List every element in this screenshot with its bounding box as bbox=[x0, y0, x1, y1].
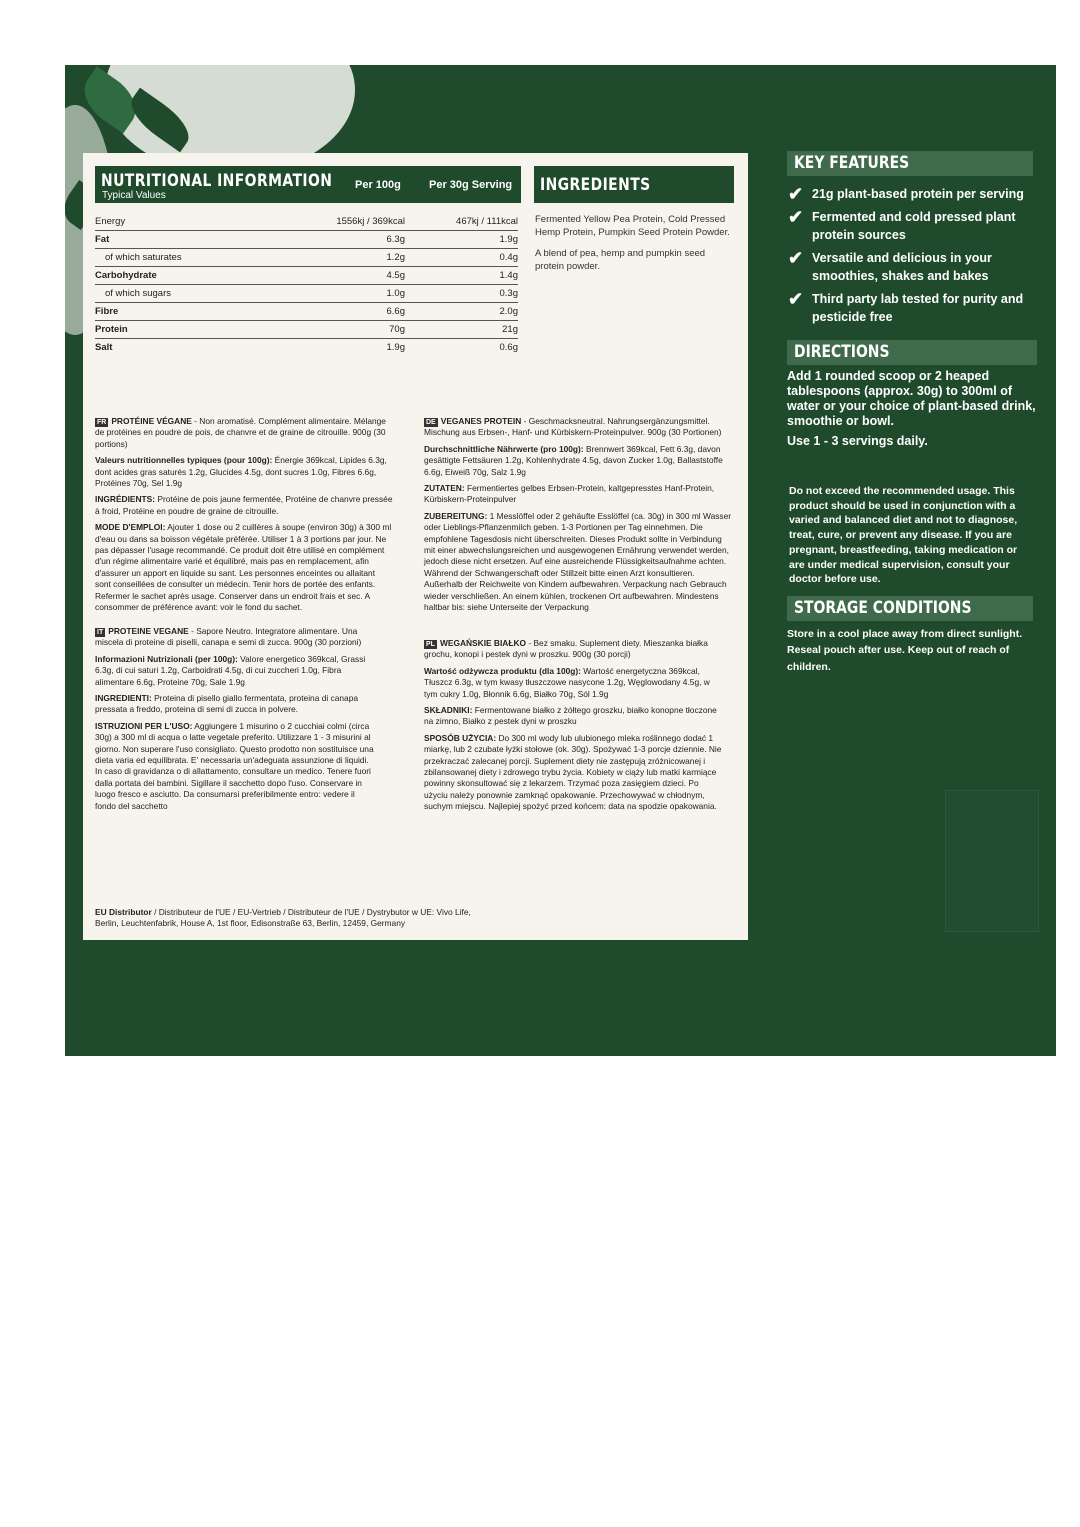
section-text: Wartość energetyczna 369kcal, Tłuszcz 6.3g, w tym kwasy tłuszczowe nasycone 1.2g, Węglowodany 4.5g, w tym cukry 1.0g, Błonnik 6.6g, Białko 70g, Sól 1.9g bbox=[424, 665, 710, 699]
nutrition-title: NUTRITIONAL INFORMATION bbox=[101, 171, 333, 191]
nutrition-header bbox=[95, 166, 521, 203]
french-section bbox=[95, 416, 393, 619]
ingredients-text bbox=[535, 213, 735, 281]
section-heading: Wartość odżywcza produktu (dla 100g): bbox=[424, 665, 581, 676]
distributor-label: EU Distributor bbox=[95, 907, 152, 917]
section-text: Brennwert 369kcal, Fett 6.3g, davon gesättigte Fettsäuren 1.2g, Kohlenhydrate 4.5g, davon Zucker 1.0g, Ballaststoffe 6.6g, Eiweiß 70g, Salz 1.9g bbox=[424, 443, 723, 477]
polish-section bbox=[424, 638, 724, 818]
col-per-serving: Per 30g Serving bbox=[429, 179, 513, 191]
storage-header bbox=[787, 596, 1033, 621]
nutrition-table bbox=[95, 213, 518, 356]
feature-text: Third party lab tested for purity and pesticide free bbox=[812, 292, 1024, 324]
row-per30: 21g bbox=[405, 321, 518, 339]
row-per30: 0.6g bbox=[499, 342, 518, 353]
info-panel bbox=[83, 153, 748, 940]
row-per100: 1.9g bbox=[386, 342, 405, 353]
section-text: - Non aromatisé. Complément alimentaire. Mélange de protéines en poudre de pois, de chanvre et de graine de citrouille. 900g (30 portions) bbox=[95, 416, 386, 449]
key-features-title: KEY FEATURES bbox=[794, 153, 910, 173]
row-per100: 1556kj / 369kcal bbox=[285, 213, 405, 231]
section-text: Valore energetico 369kcal, Grassi 6.3g, di cui saturi 1.2g, Carboidrati 4.5g, di cui zuccheri 1.0g, Fibra alimentare 6.6g, Proteine 70g, Sale 1.9g bbox=[95, 653, 366, 687]
row-per30: 0.3g bbox=[405, 285, 518, 303]
language-tag: IT bbox=[97, 629, 104, 636]
row-per30: 0.4g bbox=[405, 249, 518, 267]
section-text: Ajouter 1 dose ou 2 cuillères à soupe (environ 30g) à 300 ml d'eau ou dans sa boisson végétale préférée. Utiliser 1 à 3 portions par jour. Ne pas dépasser l'usage recommandé. Ce produit doit être utilisé en complément d'un régime alimentaire varié et équilibré, mais pas en remplacement, afin d'assurer un apport en liquide su sant. Les personnes enceintes ou allaitant sont conseillées de consulter un médecin. Tenir hors de portée des enfants. Refermer le sachet après usage. Conserver dans un endroit frais et sec. A consommer de préférence avant: voir le fond du sachet. bbox=[95, 522, 392, 613]
section-heading: VEGANES PROTEIN bbox=[440, 416, 522, 426]
section-text: - Sapore Neutro. Integratore alimentare. Una miscela di proteine di piselli, canapa e semi di zucca. 900g (30 porzioni) bbox=[95, 626, 362, 648]
section-heading: INGREDIENTI: bbox=[95, 693, 152, 704]
row-per30: 2.0g bbox=[405, 303, 518, 321]
usage-warning: Do not exceed the recommended usage. This product should be used in conjunction with a varied and balanced diet and not to diagnose, treat, cure, or prevent any disease. If you are pregnant, breastfeeding, taking medication or are under medical supervision, consult your doctor before use. bbox=[789, 485, 1018, 586]
row-per30: 1.4g bbox=[405, 267, 518, 285]
ingredients-blend: A blend of pea, hemp and pumpkin seed protein powder. bbox=[535, 248, 706, 272]
section-heading: WEGAŃSKIE BIAŁKO bbox=[439, 638, 527, 648]
section-text: Fermentowane białko z żółtego groszku, białko konopne tłoczone na zimno, Białko z pestek dyni w proszku bbox=[424, 705, 717, 727]
section-heading: SKŁADNIKI: bbox=[424, 705, 473, 716]
row-name: of which sugars bbox=[95, 285, 285, 303]
feature-text: Versatile and delicious in your smoothies, shakes and bakes bbox=[812, 251, 992, 283]
section-text: Do 300 ml wody lub ulubionego mleka roślinnego dodać 1 miarkę, lub 2 czubate łyżki stołowe (ok. 30g). Spożywać 1-3 porcje dziennie. Nie przekraczać zalecanej porcji. Suplement diety nie zastępują zróżnicowanej i zbilansowanej diety i zdrowego trybu życia. Kobiety w ciąży lub matki karmiące powinny skonsultować się z lekarzem. Trzymać poza zasięgiem dzieci. Po użyciu należy ponownie zamknąć opakowanie. Przechowywać w chłodnym, suchym miejscu. Najlepiej spożyć przed końcem: data na spodzie opakowania. bbox=[424, 732, 722, 812]
ingredients-title: INGREDIENTS bbox=[540, 175, 651, 195]
table-row bbox=[95, 303, 518, 321]
row-name: Energy bbox=[95, 213, 285, 231]
feature-item bbox=[788, 290, 1038, 326]
row-name: Salt bbox=[95, 342, 113, 353]
key-features-header bbox=[787, 151, 1033, 176]
section-heading: ZUBEREITUNG: bbox=[424, 510, 488, 521]
row-per100: 4.5g bbox=[285, 267, 405, 285]
section-text: 1 Messlöffel oder 2 gehäufte Esslöffel (ca. 30g) in 300 ml Wasser oder Lieblings-Pflanzenmilch geben. 1-3 Portionen per Tag einnehmen. Die empfohlene Tagesdosis nicht überschreiten. Dieses Produkt sollte in Verbindung mit einer abwechslungsreichen und ausgewogenen Ernährung verwendet werden, jedoch diese nicht ersetzen. Auf eine ausreichende Flüssigkeitsaufnahme achten. Während der Schwangerschaft oder Stillzeit bitte einen Arzt konsultieren. Außerhalb der Reichweite von Kindern aufbewahren. Verpackung nach Gebrauch wieder verschließen. An einem kühlen, trockenen Ort aufbewahren. Mindestens haltbar bis: siehe Unterseite der Verpackung bbox=[424, 510, 732, 613]
row-name: Carbohydrate bbox=[95, 267, 285, 285]
row-per100: 6.6g bbox=[285, 303, 405, 321]
directions-header bbox=[787, 340, 1037, 365]
col-per-100g: Per 100g bbox=[355, 179, 401, 191]
table-row bbox=[95, 339, 518, 357]
section-text: Protéine de pois jaune fermentée, Protéine de chanvre pressée à froid, Protéine en poudre de graine de citrouille. bbox=[95, 494, 393, 516]
table-row bbox=[95, 267, 518, 285]
table-row bbox=[95, 231, 518, 249]
section-heading: PROTEINE VEGANE bbox=[108, 626, 189, 636]
distributor-address: / Distributeur de l'UE / EU-Vertrieb / Distributeur de l'UE / Dystrybutor w UE: Vivo Life, Berlin, Leuchtenfabrik, House A, 1st floor, Edisonstraße 63, Berlin, 12459, Germany bbox=[95, 907, 471, 929]
ingredients-list: Fermented Yellow Pea Protein, Cold Pressed Hemp Protein, Pumpkin Seed Protein Powder. bbox=[535, 214, 730, 238]
italian-section bbox=[95, 626, 378, 817]
section-text: Énergie 369kcal, Lipides 6.3g, dont acides gras saturés 1.2g, Glucides 4.5g, dont sucres 1.0g, Fibres 6.6g, Protéines 70g, Sel 1.9g bbox=[95, 455, 387, 489]
check-icon: ✔ bbox=[788, 289, 804, 309]
faint-box-decoration bbox=[945, 790, 1039, 932]
feature-text: 21g plant-based protein per serving bbox=[812, 187, 1024, 201]
table-row bbox=[95, 285, 518, 303]
row-per100: 1.0g bbox=[285, 285, 405, 303]
check-icon: ✔ bbox=[788, 207, 804, 227]
section-heading: MODE D'EMPLOI: bbox=[95, 522, 166, 533]
row-name: Fat bbox=[95, 231, 285, 249]
language-tag: FR bbox=[97, 419, 107, 426]
feature-text: Fermented and cold pressed plant protein sources bbox=[812, 210, 1016, 242]
row-per30: 467kj / 111kcal bbox=[405, 213, 518, 231]
section-heading: Valeurs nutritionnelles typiques (pour 100g): bbox=[95, 455, 273, 466]
section-heading: SPOSÓB UŻYCIA: bbox=[424, 732, 497, 743]
row-name: Protein bbox=[95, 321, 285, 339]
row-per30: 1.9g bbox=[405, 231, 518, 249]
row-name: of which saturates bbox=[95, 249, 285, 267]
section-text: - Bez smaku. Suplement diety. Mieszanka białka grochu, konopi i pestek dyni w proszku. 900g (30 porcji) bbox=[424, 638, 708, 660]
table-row bbox=[95, 213, 518, 231]
row-per100: 6.3g bbox=[285, 231, 405, 249]
section-text: Aggiungere 1 misurino o 2 cucchiai colmi (circa 30g) a 300 ml di acqua o latte vegetale preferito. Utilizzare 1 - 3 misurini al giorno. Non superare l'uso consigliato. Questo prodotto non sostituisce una dieta varia ed equilibrata. E' necessaria un'adeguata assunzione di liquidi. In caso di gravidanza o di allattamento, consultare un medico. Tenere fuori dalla portata dei bambini. Sigillare il sacchetto dopo l'uso. Conservare in luogo fresco e asciutto. Da consumarsi preferibilmente entro: vedere il fondo del sacchetto bbox=[95, 720, 374, 811]
row-per100: 1.2g bbox=[285, 249, 405, 267]
section-heading: Durchschnittliche Nährwerte (pro 100g): bbox=[424, 443, 584, 454]
ingredients-header bbox=[534, 166, 734, 203]
table-row bbox=[95, 249, 518, 267]
section-text: - Geschmacksneutral. Nahrungsergänzungsmittel. Mischung aus Erbsen-, Hanf- und Kürbiskern-Proteinpulver. 900g (30 Portionen) bbox=[424, 416, 722, 438]
check-icon: ✔ bbox=[788, 184, 804, 204]
directions-servings: Use 1 - 3 servings daily. bbox=[787, 434, 928, 448]
section-text: Proteina di pisello giallo fermentata, proteina di canapa pressata a freddo, proteina di semi di zucca in polvere. bbox=[95, 693, 359, 715]
section-heading: ISTRUZIONI PER L'USO: bbox=[95, 720, 193, 731]
feature-item bbox=[788, 185, 1038, 203]
german-section bbox=[424, 416, 732, 619]
nutrition-subtitle: Typical Values bbox=[102, 190, 166, 201]
language-tag: PL bbox=[426, 641, 435, 648]
storage-title: STORAGE CONDITIONS bbox=[794, 598, 972, 618]
section-heading: PROTÉINE VÉGANE bbox=[111, 416, 192, 426]
table-row bbox=[95, 321, 518, 339]
section-heading: ZUTATEN: bbox=[424, 483, 465, 494]
check-icon: ✔ bbox=[788, 248, 804, 268]
section-heading: INGRÉDIENTS: bbox=[95, 494, 156, 505]
row-per100: 70g bbox=[285, 321, 405, 339]
directions-instructions: Add 1 rounded scoop or 2 heaped tablespoons (approx. 30g) to 300ml of water or your choice of plant-based drink, smoothie or bowl. bbox=[787, 369, 1036, 428]
feature-item bbox=[788, 208, 1038, 244]
row-name: Fibre bbox=[95, 303, 285, 321]
language-tag: DE bbox=[426, 419, 436, 426]
directions-title: DIRECTIONS bbox=[794, 342, 890, 362]
eu-distributor bbox=[95, 907, 495, 930]
storage-text: Store in a cool place away from direct sunlight. Reseal pouch after use. Keep out of reach of children. bbox=[787, 628, 1023, 673]
section-heading: Informazioni Nutrizionali (per 100g): bbox=[95, 653, 238, 664]
directions-text bbox=[787, 369, 1037, 454]
section-text: Fermentiertes gelbes Erbsen-Protein, kaltgepresstes Hanf-Protein, Kürbiskern-Proteinpulver bbox=[424, 483, 715, 505]
feature-item bbox=[788, 249, 1038, 285]
